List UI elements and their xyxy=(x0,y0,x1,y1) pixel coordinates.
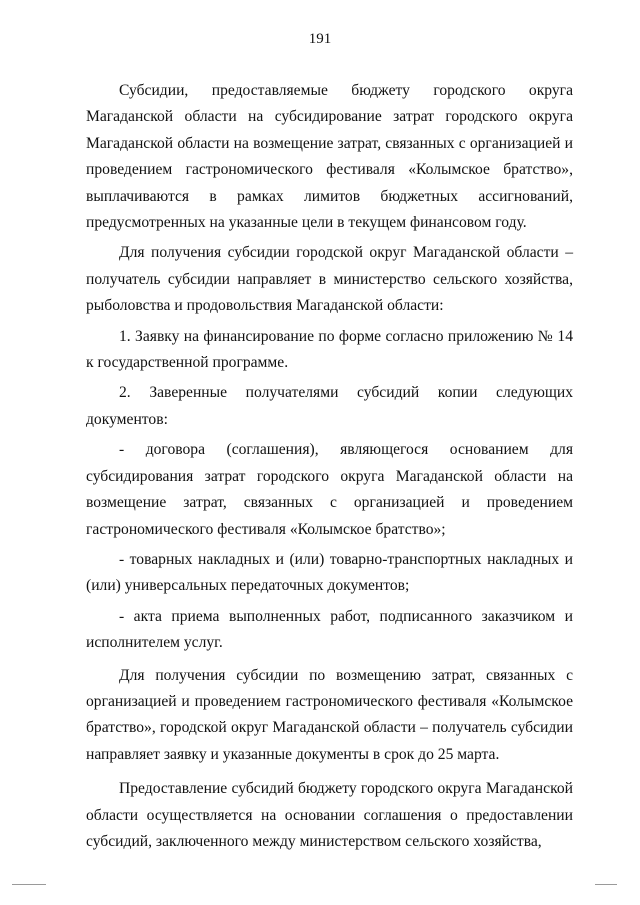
paragraph-contract-copy: - договора (соглашения), являющегося основанием для субсидирования затрат городского округа Магаданской области на возмещение затрат, связанных с организацией и проведением гастрономического фестиваля «Колымское братство»; xyxy=(86,441,573,538)
page-number: 191 xyxy=(308,31,332,47)
paragraph-subsidy-intro: Субсидии, предоставляемые бюджету городского округа Магаданской области на субсидирование затрат городского округа Магаданской области на возмещение затрат, связанных с организацией и проведением гастрономического фестиваля «Колымское братство», выплачиваются в рамках лимитов бюджетных ассигнований, предусмотренных на указанные цели в текущем финансовом году. xyxy=(86,82,573,232)
paragraph-item-1: 1. Заявку на финансирование по форме согласно приложению № 14 к государственной программе. xyxy=(86,327,573,372)
paragraph-invoices-copy: - товарных накладных и (или) товарно-транспортных накладных и (или) универсальных передаточных документов; xyxy=(86,550,573,595)
scan-mark xyxy=(595,884,617,885)
paragraph-item-2: 2. Заверенные получателями субсидий копии следующих документов: xyxy=(86,384,573,428)
paragraph-deadline: Для получения субсидии по возмещению затрат, связанных с организацией и проведением гастрономического фестиваля «Колымское братство», городской округ Магаданской области – получатель субсидии направляет заявку и указанные документы в срок до 25 марта. xyxy=(86,666,573,763)
scan-mark xyxy=(12,884,46,885)
paragraph-agreement: Предоставление субсидий бюджету городского округа Магаданской области осуществляется на основании соглашения о предоставлении субсидий, заключенного между министерством сельского хозяйства, xyxy=(86,780,573,850)
paragraph-application-procedure: Для получения субсидии городской округ Магаданской области – получатель субсидии направляет в министерство сельского хозяйства, рыболовства и продовольствия Магаданской области: xyxy=(86,244,573,315)
paragraph-acceptance-act: - акта приема выполненных работ, подписанного заказчиком и исполнителем услуг. xyxy=(86,607,573,652)
document-body xyxy=(86,78,573,855)
